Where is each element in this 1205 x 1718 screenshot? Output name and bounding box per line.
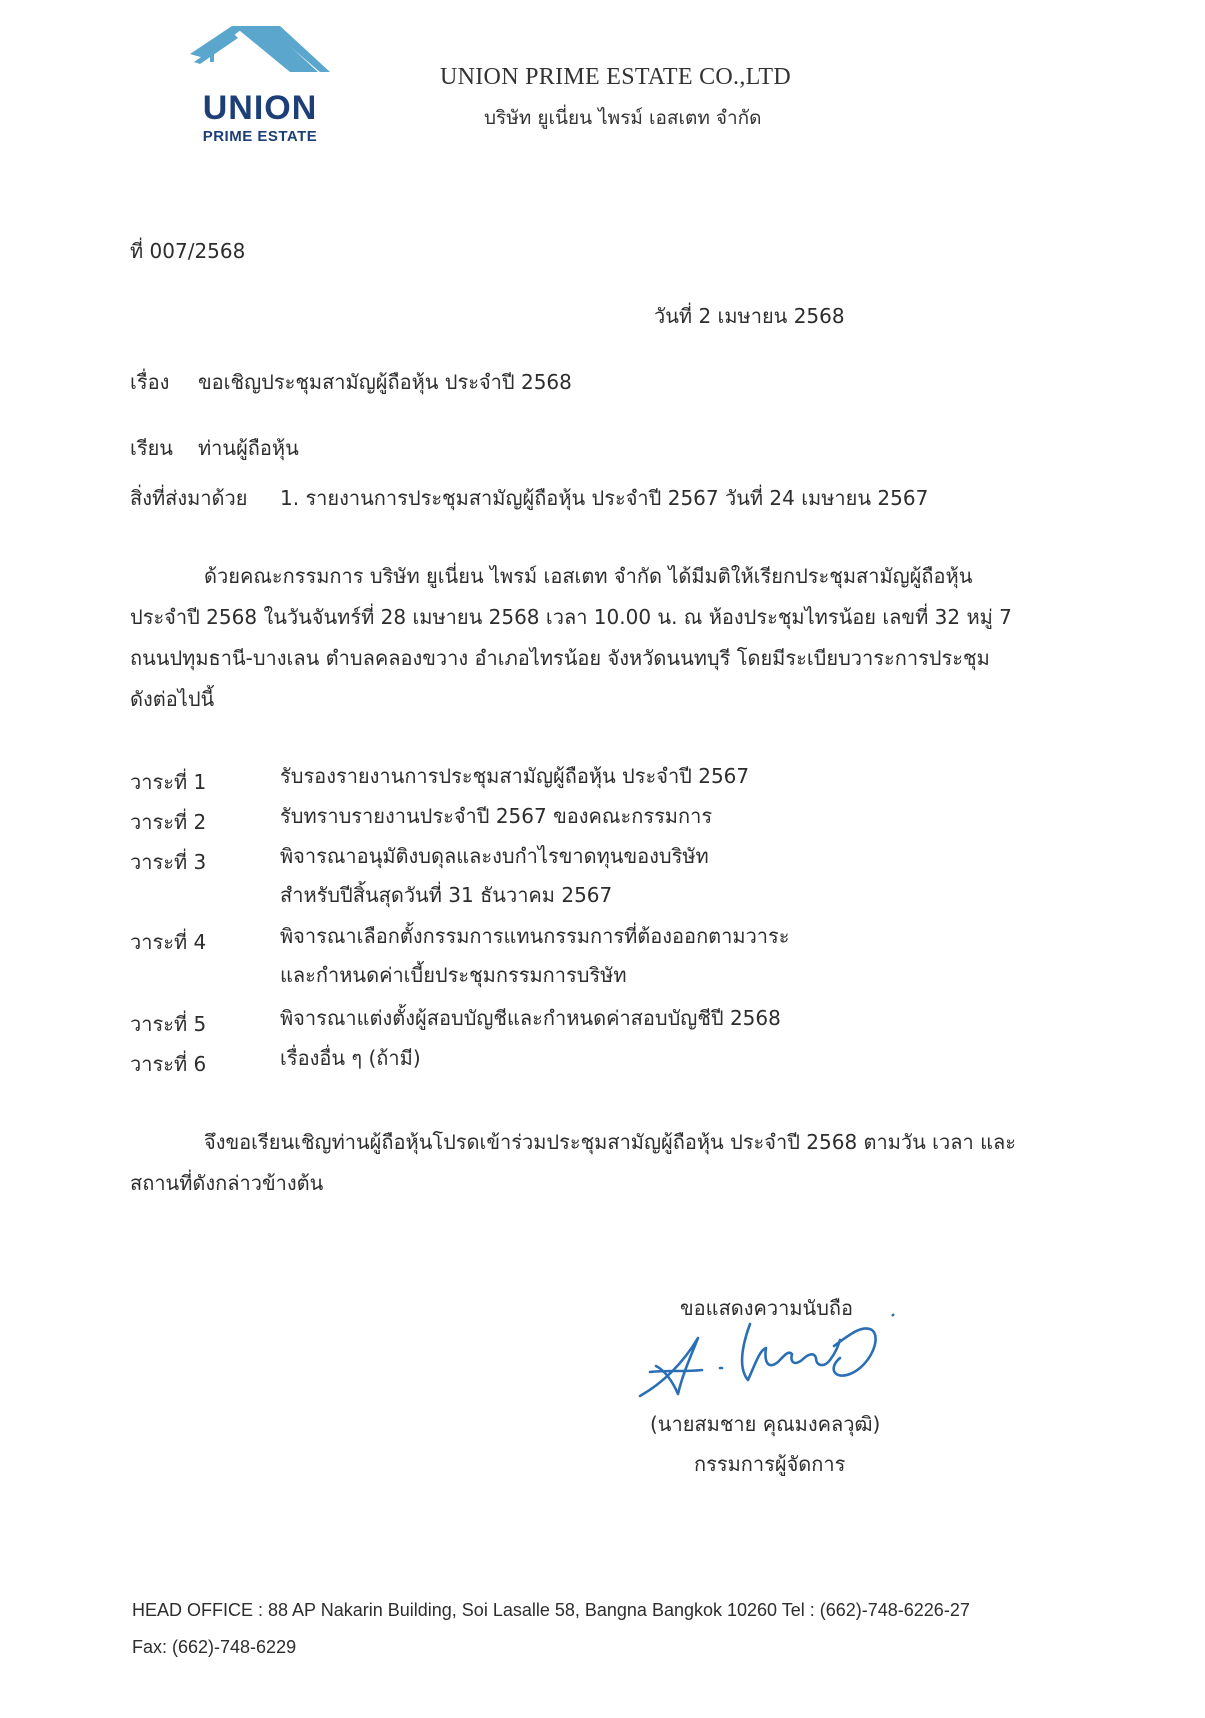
- closing-paragraph: [130, 1122, 1090, 1204]
- closing-line: จึงขอเรียนเชิญท่านผู้ถือหุ้นโปรดเข้าร่วมประชุมสามัญผู้ถือหุ้น ประจำปี 2568 ตามวัน เวลา และ: [204, 1130, 1016, 1154]
- signer-name: (นายสมชาย คุณมงคลวุฒิ): [650, 1412, 881, 1436]
- recipient-label: เรียน: [130, 436, 173, 460]
- logo-subtitle: PRIME ESTATE: [202, 128, 318, 145]
- agenda-line: พิจารณาแต่งตั้งผู้สอบบัญชีและกำหนดค่าสอบบัญชีปี 2568: [280, 1006, 781, 1030]
- agenda-label: วาระที่ 6: [130, 1052, 207, 1076]
- company-name-th: บริษัท ยูเนี่ยน ไพรม์ เอสเตท จำกัด: [484, 107, 762, 129]
- closing-line: สถานที่ดังกล่าวข้างต้น: [130, 1171, 324, 1195]
- company-logo: [190, 24, 340, 154]
- enclosure-text: 1. รายงานการประชุมสามัญผู้ถือหุ้น ประจำปี 2567 วันที่ 24 เมษายน 2567: [280, 486, 929, 510]
- agenda-item: [280, 917, 790, 995]
- reference-number: ที่ 007/2568: [130, 239, 246, 263]
- signer-title: กรรมการผู้จัดการ: [694, 1452, 846, 1476]
- agenda-line: เรื่องอื่น ๆ (ถ้ามี): [280, 1046, 421, 1070]
- agenda-line: พิจารณาเลือกตั้งกรรมการแทนกรรมการที่ต้องออกตามวาระ: [280, 924, 790, 948]
- intro-line: ประจำปี 2568 ในวันจันทร์ที่ 28 เมษายน 2568 เวลา 10.00 น. ณ ห้องประชุมไทรน้อย เลขที่ 32 หมู่ 7: [130, 605, 1012, 629]
- agenda-line: และกำหนดค่าเบี้ยประชุมกรรมการบริษัท: [280, 963, 627, 987]
- recipient-text: ท่านผู้ถือหุ้น: [198, 436, 299, 460]
- agenda-label: วาระที่ 1: [130, 770, 207, 794]
- enclosure-label: สิ่งที่ส่งมาด้วย: [130, 486, 248, 510]
- subject-label: เรื่อง: [130, 370, 170, 394]
- intro-line: ดังต่อไปนี้: [130, 687, 215, 711]
- regards-text: ขอแสดงความนับถือ: [680, 1296, 854, 1320]
- agenda-label: วาระที่ 5: [130, 1012, 207, 1036]
- letter-date: วันที่ 2 เมษายน 2568: [654, 304, 845, 328]
- agenda-line: พิจารณาอนุมัติงบดุลและงบกำไรขาดทุนของบริษัท: [280, 844, 709, 868]
- company-name-en: UNION PRIME ESTATE CO.,LTD: [440, 64, 791, 90]
- intro-line: ถนนปทุมธานี-บางเลน ตำบลคลองขวาง อำเภอไทรน้อย จังหวัดนนทบุรี โดยมีระเบียบวาระการประชุม: [130, 646, 990, 670]
- intro-line: ด้วยคณะกรรมการ บริษัท ยูเนี่ยน ไพรม์ เอสเตท จำกัด ได้มีมติให้เรียกประชุมสามัญผู้ถือหุ้น: [204, 564, 973, 588]
- intro-paragraph: [130, 556, 1090, 720]
- agenda-label: วาระที่ 3: [130, 850, 207, 874]
- agenda-item: [280, 1039, 421, 1078]
- agenda-item: [280, 797, 712, 836]
- logo-wordmark: UNION: [202, 89, 318, 127]
- footer-fax: Fax: (662)-748-6229: [132, 1637, 297, 1657]
- agenda-item: [280, 757, 749, 796]
- agenda-label: วาระที่ 2: [130, 810, 207, 834]
- agenda-line: สำหรับปีสิ้นสุดวันที่ 31 ธันวาคม 2567: [280, 883, 613, 907]
- footer-address: HEAD OFFICE : 88 AP Nakarin Building, Soi Lasalle 58, Bangna Bangkok 10260 Tel : (662)-748-6226-27: [132, 1600, 970, 1620]
- agenda-item: [280, 837, 709, 915]
- agenda-line: รับรองรายงานการประชุมสามัญผู้ถือหุ้น ประจำปี 2567: [280, 764, 750, 788]
- agenda-item: [280, 999, 781, 1038]
- subject-text: ขอเชิญประชุมสามัญผู้ถือหุ้น ประจำปี 2568: [198, 370, 572, 394]
- agenda-line: รับทราบรายงานประจำปี 2567 ของคณะกรรมการ: [280, 804, 713, 828]
- signature: [638, 1310, 898, 1420]
- agenda-label: วาระที่ 4: [130, 930, 207, 954]
- house-roof-icon: [190, 24, 330, 90]
